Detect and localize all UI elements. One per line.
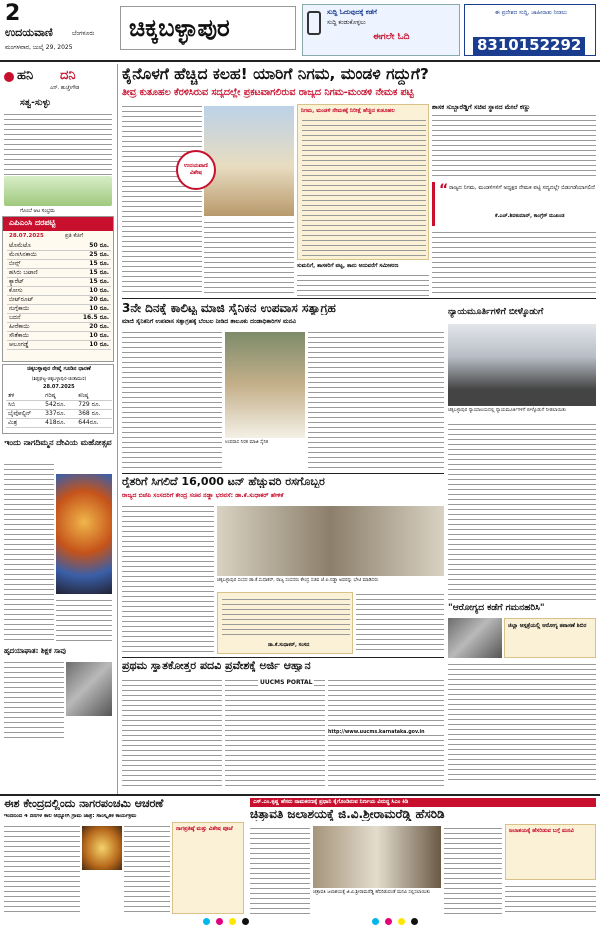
lead-photo — [204, 106, 294, 216]
apmc-unit: ಪ್ರತಿ ಕೆಜಿಗೆ — [65, 233, 84, 239]
story6-url[interactable]: http://www.uucms.karnataka.gov.in — [328, 730, 444, 735]
apmc-price: 15 ರೂ. — [61, 269, 111, 278]
apmc-box — [2, 216, 114, 362]
apmc-item: ಹಸಿರು ಬಟಾಣಿ — [7, 269, 61, 278]
apmc-date: 28.07.2025 — [9, 233, 44, 239]
apmc-item: ಬೀಟ್‌ರೂಟ್ — [7, 296, 61, 305]
silk-breed: ಸಿಬಿ — [6, 401, 43, 410]
sattva-illustration — [4, 176, 112, 206]
lead-col-1 — [122, 104, 202, 294]
story8-photo — [313, 826, 441, 888]
story3-photo — [448, 324, 596, 406]
lead-col-4 — [432, 113, 596, 179]
apmc-item: ಹೀರೆಕಾಯಿ — [7, 323, 61, 332]
story5-box-text: ಜಿಲ್ಲಾ ಆಸ್ಪತ್ರೆಯಲ್ಲಿ ಆರೋಗ್ಯ ತಪಾಸಣೆ ಶಿಬಿರ — [508, 623, 587, 629]
temple-photo — [56, 474, 112, 594]
ad2-phone: 8310152292 — [473, 37, 585, 55]
apmc-table — [7, 242, 111, 350]
story7-box — [172, 822, 244, 914]
silk-header: ಗರಿಷ್ಠ — [43, 392, 76, 401]
apmc-row — [7, 287, 111, 296]
story2-subhead: ಮಾಜಿ ಸೈನಿಕನಿಗೆ ಉಪವಾಸ ಸತ್ಯಾಗ್ರಹಕ್ಕೆ ಬೆಂಬಲ ನೀಡಿದ ತಾಲೂಕು ದಂಡಾಧಿಕಾರಿಗಳ ಮನವಿ — [122, 319, 296, 325]
apmc-price: 10 ರೂ. — [61, 341, 111, 350]
story3-caption: ಚಿಕ್ಕಬಳ್ಳಾಪುರ ನ್ಯಾಯಾಲಯದಲ್ಲಿ ನ್ಯಾಯಮೂರ್ತಿಗಳಿಗೆ ಬೀಳ್ಕೊಡುಗೆ ನೀಡಲಾಯಿತು — [448, 408, 567, 413]
apmc-price: 16.5 ರೂ. — [61, 314, 111, 323]
silk-breed: ಬೈವೋಲ್ಟಿನ್ — [6, 410, 43, 419]
registration-marks — [80, 918, 540, 926]
story8-caption: ಚಿತ್ರಾವತಿ ಜಲಾಶಯಕ್ಕೆ ಜಿ.ವಿ.ಶ್ರೀರಾಮರೆಡ್ಡಿ ಹೆಸರಿಡುವಂತೆ ಮನವಿ ಸಲ್ಲಿಸಲಾಯಿತು — [313, 890, 431, 895]
silk-breed: ಮಿಶ್ರ — [6, 419, 43, 428]
story6-headline: ಪ್ರಥಮ ಸ್ನಾತಕೋತ್ತರ ಪದವಿ ಪ್ರವೇಶಕ್ಕೆ ಅರ್ಜಿ ಆಹ್ವಾನ — [122, 660, 311, 672]
lead-box-text — [302, 118, 426, 256]
phone-icon — [307, 11, 321, 35]
silk-table — [6, 392, 112, 428]
apmc-row — [7, 278, 111, 287]
reg-mark-cyan — [203, 918, 210, 925]
story4-photo — [217, 506, 444, 576]
silk-row — [6, 401, 112, 410]
story6-col-2 — [225, 678, 325, 786]
story7-headline: ಈಶ ಕೇಂದ್ರದಲ್ಲಿಂದು ನಾಗರಪಂಚಮಿ ಆಚರಣೆ — [4, 798, 164, 810]
lead-right-title: ಶಾಸಕ ಸುಬ್ಬಾರೆಡ್ಡಿಗೆ ಸಚಿವ ಸ್ಥಾನದ ಮೇಲೆ ಕಣ್ಣು — [432, 103, 531, 111]
reg-mark-cyan — [372, 918, 379, 925]
story2-caption: ಉಪವಾಸ ನಿರತ ಮಾಜಿ ಸೈನಿಕ — [225, 440, 269, 445]
silk-sub: (ಶಿಡ್ಲಘಟ್ಟ-ಚಿಕ್ಕಬಳ್ಳಾಪುರ-ಚಿಂತಾಮಣಿ) — [31, 377, 87, 382]
apmc-item: ಮೆಣಸಿನಕಾಯಿ — [7, 251, 61, 260]
apmc-price: 10 ರೂ. — [61, 332, 111, 341]
lead-badge — [176, 150, 216, 190]
lead-badge-text: ಉದಯವಾಣಿ ವಿಶೇಷ — [184, 163, 208, 176]
apmc-price: 15 ರೂ. — [61, 278, 111, 287]
apmc-price: 50 ರೂ. — [61, 242, 111, 251]
story7-col-2 — [124, 824, 170, 916]
story6-portal: UUCMS PORTAL — [260, 679, 313, 686]
lead-subhead: ತೀವ್ರ ಕುತೂಹಲ ಕೆರಳಿಸಿರುವ ಸದ್ಯದಲ್ಲೇ ಪ್ರಕಟವಾಗಲಿರುವ ರಾಜ್ಯದ ನಿಗಮ-ಮಂಡಳಿ ನೇಮಕ ಪಟ್ಟಿ — [122, 88, 414, 98]
silk-min: 644ರೂ. — [76, 419, 112, 428]
quote-icon: “ — [439, 182, 449, 198]
story7-photo — [82, 826, 122, 870]
story8-box — [505, 824, 596, 880]
apmc-item: ಕ್ಯಾರೆಟ್ — [7, 278, 61, 287]
masthead — [0, 0, 600, 62]
apmc-row — [7, 269, 111, 278]
section-rule-2 — [122, 473, 444, 474]
story4-subhead: ರಾಜ್ಯದ ಬಿಜೆಪಿ ಸಂಸದರಿಗೆ ಕೇಂದ್ರ ಸಚಿವ ನಡ್ಡಾ ಭರವಸೆ: ಡಾ.ಕೆ.ಸುಧಾಕರ್ ಹೇಳಿಕೆ — [122, 493, 284, 499]
silk-max: 418ರೂ. — [43, 419, 76, 428]
apmc-title: ಎಪಿಎಂಸಿ ದರಪಟ್ಟಿ — [3, 217, 113, 231]
apmc-item: ಬೀನ್ಸ್ — [7, 260, 61, 269]
section-rule-3 — [122, 657, 444, 658]
reg-mark-yellow — [398, 918, 405, 925]
apmc-row — [7, 332, 111, 341]
silk-row — [6, 410, 112, 419]
brand-post: ದನಿ — [60, 68, 76, 83]
lead-bottom-title: ಸುಮನಿಗೆ, ಶಾಸಕರಿಗೆ ಪಟ್ಟ, ತಾನು ಅದುವರೆಗೆ ಸಮೀಕರಣ — [297, 263, 399, 269]
apmc-row — [7, 314, 111, 323]
apmc-price: 25 ರೂ. — [61, 251, 111, 260]
obit-title: ಹೃದಯಾಘಾತ: ಶಿಕ್ಷಕ ಸಾವು — [4, 647, 66, 655]
story8-box-text: ಜಲಾಶಯಕ್ಕೆ ಹೆಸರಿಡುವ ಬಗ್ಗೆ ಮನವಿ — [509, 828, 574, 834]
reg-mark-yellow — [229, 918, 236, 925]
apmc-price: 10 ರೂ. — [61, 305, 111, 314]
apmc-row — [7, 323, 111, 332]
silk-min: 368 ರೂ. — [76, 410, 112, 419]
temple-title: ಇಂದು ನಾಗದಿಮ್ಮನ ದೇವಿಯ ಮಹೋತ್ಸವ — [4, 438, 112, 447]
ad-box-2 — [464, 4, 596, 56]
apmc-item: ಕೋಸು — [7, 287, 61, 296]
lead-box — [297, 104, 429, 260]
section-title: ಚಿಕ್ಕಬಳ್ಳಾಪುರ — [129, 14, 230, 42]
masthead-rule — [0, 60, 600, 62]
silk-row — [6, 419, 112, 428]
apmc-row — [7, 242, 111, 251]
lead-headline: ಕೈನೊಳಗೆ ಹೆಚ್ಚಿದ ಕಲಹ! ಯಾರಿಗೆ ನಿಗಮ, ಮಂಡಳಿ ಗದ್ದುಗೆ? — [122, 65, 429, 83]
obit-photo — [66, 662, 112, 716]
story8-top: ಎಸ್‌.ಎಂ.ಕೃಷ್ಣ ಹೆಸರು ನಾಮಕರಣಕ್ಕೆ ಪ್ರಧಾನಿ ಕೈಗೊಂಡಿರುವ ನಿರ್ಣಯ ವಿರುದ್ಧ ಸಿಎಂ ಕಿಡಿ — [250, 798, 596, 807]
silk-max: 337ರೂ. — [43, 410, 76, 419]
story2-col-2 — [308, 330, 444, 470]
issue-date: ಮಂಗಳವಾರ, ಜುಲೈ 29, 2025 — [5, 44, 73, 51]
apmc-price: 15 ರೂ. — [61, 260, 111, 269]
lead-box-title: ನಿಗಮ, ಮಂಡಳಿ ನೇಮಕಕ್ಕೆ ನಿರೀಕ್ಷೆ ಹೆಚ್ಚಿದ ಕುತೂಹಲ — [301, 108, 395, 114]
story7-box-text: ನಾಗಪ್ರತಿಷ್ಠೆ ಮತ್ತು ವಿಶೇಷ ಪೂಜೆ — [176, 826, 233, 832]
ad2-line: ಈ ಪ್ರದೇಶದ ಸುದ್ದಿ, ಜಾಹೀರಾತು ನೀಡಲು — [495, 10, 567, 16]
brand-bullet-icon — [4, 72, 14, 82]
silk-header: ತಳಿ — [6, 392, 43, 401]
story7-col-1 — [4, 824, 80, 916]
story5-photo — [448, 618, 502, 658]
sidebar-divider — [117, 64, 118, 794]
apmc-row — [7, 260, 111, 269]
apmc-item: ಆಲೂಗಡ್ಡೆ — [7, 341, 61, 350]
paper-city: ಬೆಂಗಳೂರು — [72, 30, 95, 37]
paper-name: ಉದಯವಾಣಿ — [5, 26, 53, 39]
story6-col-1 — [122, 678, 222, 786]
story3-headline: ನ್ಯಾಯಮೂರ್ತಿಗಳಿಗೆ ಬೀಳ್ಕೊಡುಗೆ — [448, 307, 544, 317]
temple-text-2 — [56, 598, 112, 642]
story8-col-1 — [250, 826, 310, 916]
page-number: 2 — [5, 1, 21, 26]
section-banner — [120, 6, 296, 50]
sattva-title: ಸತ್ವ-ಸುಳ್ಳು — [20, 98, 51, 108]
reg-mark-magenta — [385, 918, 392, 925]
story8-col-2 — [444, 826, 502, 916]
section-rule-4 — [0, 794, 600, 796]
reg-mark-magenta — [216, 918, 223, 925]
ad1-line1: ಸುದ್ದಿ ಓದುವುದಕ್ಕೆ ಕಡೆಗೆ — [327, 8, 377, 16]
reg-mark-black — [242, 918, 249, 925]
silk-title: ಚಿಕ್ಕಬಳ್ಳಾಪುರ ರೇಷ್ಮೆ ಗೂಡಿನ ಧಾರಣೆ — [27, 366, 91, 372]
apmc-item: ಬದನೆ — [7, 314, 61, 323]
silk-max: 542ರೂ. — [43, 401, 76, 410]
sidebar — [0, 64, 115, 794]
apmc-item: ಸೌತೆಕಾಯಿ — [7, 332, 61, 341]
story4-caption: ಚಿಕ್ಕಬಳ್ಳಾಪುರ ಸಂಸದ ಡಾ.ಕೆ.ಸುಧಾಕರ್, ರಾಜ್ಯ ಸಂಸದರು ಕೇಂದ್ರ ಸಚಿವ ಜೆ.ಪಿ.ನಡ್ಡಾ ಅವರನ್ನು ಭೇಟಿ ಮಾಡಿದರು — [217, 578, 379, 583]
story4-quote-by: ಡಾ.ಕೆ.ಸುಧಾಕರ್, ಸಂಸದ — [268, 642, 310, 648]
silk-min: 729 ರೂ. — [76, 401, 112, 410]
story4-headline: ರೈತರಿಗೆ ಸಿಗಲಿದೆ 16,000 ಟನ್ ಹೆಚ್ಚುವರಿ ರಸಗೊಬ್ಬರ — [122, 476, 325, 488]
apmc-item: ಟೊಮೆಟೊ — [7, 242, 61, 251]
lead-col-2 — [204, 220, 294, 294]
ad1-line2: ಸುದ್ದಿ ಕಂಡುಕೊಳ್ಳಲು — [327, 19, 366, 26]
story5-headline: "ಆರೋಗ್ಯದ ಕಡೆಗೆ ಗಮನಹರಿಸಿ" — [448, 603, 545, 613]
apmc-row — [7, 296, 111, 305]
brand-pre: ಹನಿ — [17, 68, 34, 83]
obit-text — [4, 660, 64, 740]
ad1-line3: ಈಗಲೇ ಓದಿ — [373, 32, 410, 42]
story4-quote-box — [217, 592, 353, 654]
sattva-caption: ಗೊಂಬೆ ಆಟ ಸಂಭ್ರಮ — [20, 208, 55, 214]
lead-quote: ರಾಜ್ಯದ ನಿಗಮ, ಮಂಡಳಿಗಳಿಗೆ ಅಧ್ಯಕ್ಷರ ನೇಮಕ ಪಟ್ಟಿ ಸದ್ಯದಲ್ಲೇ ಬಿಡುಗಡೆಯಾಗಲಿದೆ — [449, 185, 595, 191]
lead-col-5 — [432, 230, 596, 296]
apmc-item: ನುಗ್ಗೆಕಾಯಿ — [7, 305, 61, 314]
ad-box-1 — [302, 4, 460, 56]
story3-col — [448, 422, 596, 600]
silk-header: ಕನಿಷ್ಠ — [76, 392, 112, 401]
story2-col-1 — [122, 330, 222, 470]
sattva-text — [4, 112, 112, 182]
apmc-price: 20 ರೂ. — [61, 296, 111, 305]
story4-col-1 — [122, 504, 214, 654]
silk-date: 28.07.2025 — [43, 384, 75, 390]
apmc-row — [7, 341, 111, 350]
story2-photo — [225, 332, 305, 438]
reg-mark-black — [411, 918, 418, 925]
story7-subhead: ಇಂದಿನಿಂದ 4 ದಿನಗಳ ಕಾಲ ಆಧ್ಯೋಗಿ ಗ್ರಾಮ ಜಾತ್ರೆ: ಸಾಂಸ್ಕೃತಿಕ ಕಾರ್ಯಕ್ರಮ — [4, 814, 137, 819]
silk-box — [2, 364, 114, 434]
story5-col — [448, 662, 596, 780]
story8-col-3 — [505, 884, 596, 916]
lead-quote-box — [432, 182, 596, 226]
story4-quote-text — [222, 597, 350, 639]
section-rule-1 — [122, 298, 596, 299]
apmc-price: 10 ರೂ. — [61, 287, 111, 296]
story5-box — [504, 618, 596, 658]
brand-sub: ಎನ್‌. ಹುಚ್ಚೇಗೌಡ — [50, 85, 80, 91]
story4-col-2 — [356, 592, 444, 654]
story8-headline: ಚಿತ್ರಾವತಿ ಜಲಾಶಯಕ್ಕೆ ಜಿ.ವಿ.ಶ್ರೀರಾಮರೆಡ್ಡಿ ಹೆಸರಿಡಿ — [250, 808, 445, 821]
apmc-row — [7, 251, 111, 260]
apmc-row — [7, 305, 111, 314]
lead-col-3 — [297, 273, 429, 296]
temple-text — [4, 462, 54, 642]
story2-headline: 3ನೇ ದಿನಕ್ಕೆ ಕಾಲಿಟ್ಟ ಮಾಜಿ ಸೈನಿಕನ ಉಪವಾಸ ಸತ್ಯಾಗ್ರಹ — [122, 302, 336, 315]
apmc-price: 20 ರೂ. — [61, 323, 111, 332]
lead-quote-by: ಕೆ.ಎಚ್‌.ಶಿವಕುಮಾರ್, ಕಾಂಗ್ರೆಸ್ ಮುಖಂಡ — [495, 213, 565, 219]
